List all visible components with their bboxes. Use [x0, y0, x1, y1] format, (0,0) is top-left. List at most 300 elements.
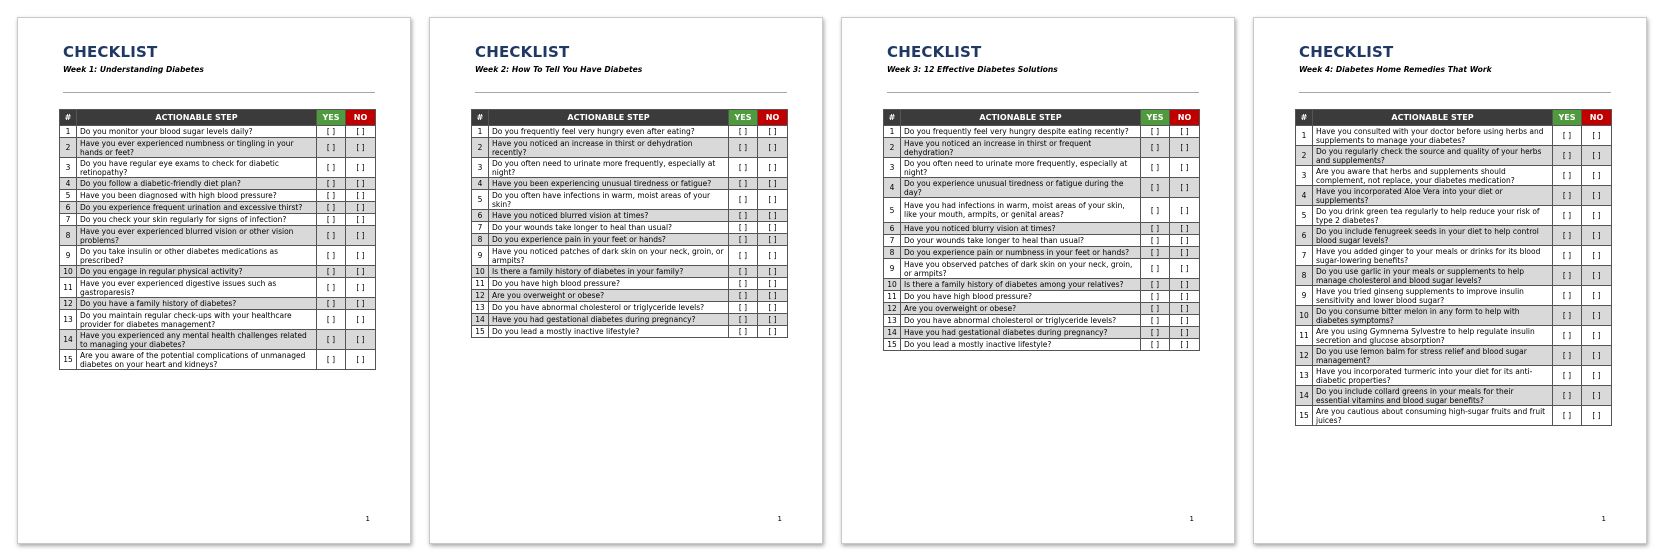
column-header-step: ACTIONABLE STEP [1313, 110, 1553, 126]
table-row [60, 246, 376, 266]
row-number: 15 [472, 326, 489, 338]
checklist-page-2 [429, 17, 823, 544]
row-question: Do you consume bitter melon in any form to help with diabetes symptoms? [1313, 306, 1553, 326]
yes-checkbox[interactable]: [ ] [317, 350, 346, 370]
no-checkbox[interactable]: [ ] [1582, 226, 1612, 246]
page-subtitle: Week 1: Understanding Diabetes [63, 65, 204, 74]
table-row [884, 223, 1200, 235]
table-row [60, 350, 376, 370]
row-question: Are you overweight or obese? [489, 290, 729, 302]
row-question: Are you aware of the potential complications of unmanaged diabetes on your heart and kidneys? [77, 350, 317, 370]
row-number: 9 [1296, 286, 1313, 306]
yes-checkbox[interactable]: [ ] [317, 266, 346, 278]
row-number: 11 [472, 278, 489, 290]
row-question: Do you include collard greens in your meals for their essential vitamins and blood sugar benefits? [1313, 386, 1553, 406]
page-title: CHECKLIST [887, 43, 982, 61]
no-checkbox[interactable]: [ ] [1170, 138, 1200, 158]
row-question: Do your wounds take longer to heal than usual? [901, 235, 1141, 247]
no-checkbox[interactable]: [ ] [1170, 223, 1200, 235]
checklist-page-1 [17, 17, 411, 544]
yes-checkbox[interactable]: [ ] [317, 278, 346, 298]
row-number: 9 [884, 259, 901, 279]
no-checkbox[interactable]: [ ] [1170, 247, 1200, 259]
checklist-table [59, 109, 376, 370]
table-row [60, 278, 376, 298]
yes-checkbox[interactable]: [ ] [1553, 366, 1582, 386]
yes-checkbox[interactable]: [ ] [1141, 138, 1170, 158]
row-number: 14 [884, 327, 901, 339]
no-checkbox[interactable]: [ ] [1582, 126, 1612, 146]
row-question: Do you take insulin or other diabetes medications as prescribed? [77, 246, 317, 266]
row-question: Do you follow a diabetic-friendly diet plan? [77, 178, 317, 190]
no-checkbox[interactable]: [ ] [1582, 346, 1612, 366]
no-checkbox[interactable]: [ ] [1170, 279, 1200, 291]
no-checkbox[interactable]: [ ] [1582, 166, 1612, 186]
row-question: Have you incorporated Aloe Vera into your diet or supplements? [1313, 186, 1553, 206]
yes-checkbox[interactable]: [ ] [317, 214, 346, 226]
row-number: 3 [472, 158, 489, 178]
row-number: 8 [60, 226, 77, 246]
row-question: Do you have regular eye exams to check for diabetic retinopathy? [77, 158, 317, 178]
row-question: Have you experienced any mental health challenges related to managing your diabetes? [77, 330, 317, 350]
table-row [60, 310, 376, 330]
row-question: Have you noticed blurry vision at times? [901, 223, 1141, 235]
row-question: Have you ever experienced blurred vision or other vision problems? [77, 226, 317, 246]
row-number: 14 [1296, 386, 1313, 406]
no-checkbox[interactable]: [ ] [346, 190, 376, 202]
yes-checkbox[interactable]: [ ] [317, 202, 346, 214]
yes-checkbox[interactable]: [ ] [729, 222, 758, 234]
row-question: Do you have abnormal cholesterol or triglyceride levels? [489, 302, 729, 314]
no-checkbox[interactable]: [ ] [1582, 206, 1612, 226]
yes-checkbox[interactable]: [ ] [1553, 186, 1582, 206]
row-question: Do you monitor your blood sugar levels daily? [77, 126, 317, 138]
row-question: Do you lead a mostly inactive lifestyle? [901, 339, 1141, 351]
no-checkbox[interactable]: [ ] [1582, 186, 1612, 206]
yes-checkbox[interactable]: [ ] [1141, 279, 1170, 291]
yes-checkbox[interactable]: [ ] [729, 314, 758, 326]
row-number: 2 [884, 138, 901, 158]
divider [475, 92, 787, 93]
table-row [884, 247, 1200, 259]
yes-checkbox[interactable]: [ ] [1553, 346, 1582, 366]
no-checkbox[interactable]: [ ] [346, 246, 376, 266]
table-header [884, 110, 1200, 126]
table-row [60, 138, 376, 158]
checklist-table [1295, 109, 1612, 426]
no-checkbox[interactable]: [ ] [758, 326, 788, 338]
row-question: Do you experience pain or numbness in your feet or hands? [901, 247, 1141, 259]
table-row [884, 198, 1200, 223]
row-question: Have you observed patches of dark skin on your neck, groin, or armpits? [901, 259, 1141, 279]
row-question: Are you aware that herbs and supplements should complement, not replace, your diabetes medication? [1313, 166, 1553, 186]
yes-checkbox[interactable]: [ ] [1141, 291, 1170, 303]
row-number: 9 [472, 246, 489, 266]
column-header-step: ACTIONABLE STEP [77, 110, 317, 126]
yes-checkbox[interactable]: [ ] [1553, 146, 1582, 166]
table-row [884, 315, 1200, 327]
yes-checkbox[interactable]: [ ] [1141, 178, 1170, 198]
no-checkbox[interactable]: [ ] [758, 290, 788, 302]
row-question: Do you include fenugreek seeds in your diet to help control blood sugar levels? [1313, 226, 1553, 246]
row-question: Do you often have infections in warm, moist areas of your skin? [489, 190, 729, 210]
yes-checkbox[interactable]: [ ] [317, 330, 346, 350]
yes-checkbox[interactable]: [ ] [729, 178, 758, 190]
yes-checkbox[interactable]: [ ] [1553, 286, 1582, 306]
column-header-step: ACTIONABLE STEP [489, 110, 729, 126]
column-header-no: NO [758, 110, 788, 126]
yes-checkbox[interactable]: [ ] [1553, 326, 1582, 346]
yes-checkbox[interactable]: [ ] [1141, 327, 1170, 339]
row-question: Have you had gestational diabetes during pregnancy? [489, 314, 729, 326]
table-row [60, 266, 376, 278]
no-checkbox[interactable]: [ ] [1582, 406, 1612, 426]
yes-checkbox[interactable]: [ ] [729, 234, 758, 246]
divider [63, 92, 375, 93]
row-number: 13 [60, 310, 77, 330]
row-number: 2 [1296, 146, 1313, 166]
divider [1299, 92, 1611, 93]
table-row [60, 190, 376, 202]
no-checkbox[interactable]: [ ] [758, 222, 788, 234]
yes-checkbox[interactable]: [ ] [317, 178, 346, 190]
row-question: Is there a family history of diabetes in your family? [489, 266, 729, 278]
table-row [472, 234, 788, 246]
column-header-number: # [884, 110, 901, 126]
table-row [472, 210, 788, 222]
no-checkbox[interactable]: [ ] [1170, 339, 1200, 351]
table-row [884, 259, 1200, 279]
divider [887, 92, 1199, 93]
yes-checkbox[interactable]: [ ] [729, 246, 758, 266]
yes-checkbox[interactable]: [ ] [729, 158, 758, 178]
no-checkbox[interactable]: [ ] [758, 158, 788, 178]
no-checkbox[interactable]: [ ] [1582, 326, 1612, 346]
no-checkbox[interactable]: [ ] [346, 226, 376, 246]
table-row [1296, 126, 1612, 146]
no-checkbox[interactable]: [ ] [758, 126, 788, 138]
row-number: 1 [1296, 126, 1313, 146]
row-number: 5 [1296, 206, 1313, 226]
row-number: 12 [472, 290, 489, 302]
no-checkbox[interactable]: [ ] [346, 278, 376, 298]
yes-checkbox[interactable]: [ ] [1553, 206, 1582, 226]
table-row [472, 138, 788, 158]
no-checkbox[interactable]: [ ] [758, 246, 788, 266]
yes-checkbox[interactable]: [ ] [1141, 158, 1170, 178]
row-number: 4 [472, 178, 489, 190]
no-checkbox[interactable]: [ ] [346, 138, 376, 158]
no-checkbox[interactable]: [ ] [1170, 315, 1200, 327]
row-number: 8 [884, 247, 901, 259]
table-row [1296, 386, 1612, 406]
yes-checkbox[interactable]: [ ] [1141, 259, 1170, 279]
row-number: 7 [60, 214, 77, 226]
no-checkbox[interactable]: [ ] [758, 234, 788, 246]
yes-checkbox[interactable]: [ ] [729, 302, 758, 314]
row-question: Have you added ginger to your meals or drinks for its blood sugar-lowering benefits? [1313, 246, 1553, 266]
row-question: Have you ever experienced numbness or tingling in your hands or feet? [77, 138, 317, 158]
no-checkbox[interactable]: [ ] [1170, 158, 1200, 178]
table-row [60, 126, 376, 138]
row-question: Do you drink green tea regularly to help reduce your risk of type 2 diabetes? [1313, 206, 1553, 226]
row-number: 11 [1296, 326, 1313, 346]
table-row [1296, 246, 1612, 266]
row-number: 11 [884, 291, 901, 303]
yes-checkbox[interactable]: [ ] [1141, 235, 1170, 247]
row-number: 2 [472, 138, 489, 158]
row-number: 5 [884, 198, 901, 223]
no-checkbox[interactable]: [ ] [1170, 178, 1200, 198]
row-question: Are you cautious about consuming high-sugar fruits and fruit juices? [1313, 406, 1553, 426]
row-number: 15 [1296, 406, 1313, 426]
table-row [884, 327, 1200, 339]
column-header-step: ACTIONABLE STEP [901, 110, 1141, 126]
yes-checkbox[interactable]: [ ] [1553, 226, 1582, 246]
no-checkbox[interactable]: [ ] [1582, 146, 1612, 166]
row-number: 10 [60, 266, 77, 278]
table-row [884, 303, 1200, 315]
yes-checkbox[interactable]: [ ] [1141, 198, 1170, 223]
yes-checkbox[interactable]: [ ] [1553, 166, 1582, 186]
column-header-no: NO [346, 110, 376, 126]
table-row [884, 126, 1200, 138]
row-question: Have you noticed patches of dark skin on your neck, groin, or armpits? [489, 246, 729, 266]
row-number: 1 [884, 126, 901, 138]
no-checkbox[interactable]: [ ] [1170, 303, 1200, 315]
table-row [1296, 346, 1612, 366]
row-number: 1 [60, 126, 77, 138]
no-checkbox[interactable]: [ ] [1582, 286, 1612, 306]
yes-checkbox[interactable]: [ ] [317, 226, 346, 246]
no-checkbox[interactable]: [ ] [1582, 366, 1612, 386]
table-row [884, 178, 1200, 198]
table-row [472, 158, 788, 178]
yes-checkbox[interactable]: [ ] [1553, 306, 1582, 326]
row-question: Have you noticed blurred vision at times? [489, 210, 729, 222]
page-title: CHECKLIST [1299, 43, 1394, 61]
no-checkbox[interactable]: [ ] [1170, 259, 1200, 279]
table-row [1296, 206, 1612, 226]
table-row [60, 214, 376, 226]
table-row [1296, 366, 1612, 386]
table-row [884, 158, 1200, 178]
yes-checkbox[interactable]: [ ] [1553, 266, 1582, 286]
no-checkbox[interactable]: [ ] [1170, 126, 1200, 138]
row-question: Do you have abnormal cholesterol or triglyceride levels? [901, 315, 1141, 327]
row-question: Are you using Gymnema Sylvestre to help regulate insulin secretion and glucose absorption? [1313, 326, 1553, 346]
row-question: Do you engage in regular physical activity? [77, 266, 317, 278]
checklist-table [471, 109, 788, 338]
yes-checkbox[interactable]: [ ] [317, 138, 346, 158]
table-row [60, 330, 376, 350]
no-checkbox[interactable]: [ ] [758, 302, 788, 314]
table-row [1296, 406, 1612, 426]
row-number: 3 [884, 158, 901, 178]
page-number: 1 [1601, 515, 1606, 523]
no-checkbox[interactable]: [ ] [758, 138, 788, 158]
row-question: Have you incorporated turmeric into your diet for its anti-diabetic properties? [1313, 366, 1553, 386]
row-number: 6 [60, 202, 77, 214]
row-question: Do you experience pain in your feet or hands? [489, 234, 729, 246]
row-number: 4 [60, 178, 77, 190]
table-row [60, 202, 376, 214]
table-header [472, 110, 788, 126]
yes-checkbox[interactable]: [ ] [317, 246, 346, 266]
column-header-yes: YES [1141, 110, 1170, 126]
row-number: 3 [60, 158, 77, 178]
row-question: Do you have a family history of diabetes? [77, 298, 317, 310]
page-subtitle: Week 4: Diabetes Home Remedies That Work [1299, 65, 1492, 74]
no-checkbox[interactable]: [ ] [1582, 386, 1612, 406]
row-number: 12 [60, 298, 77, 310]
page-number: 1 [365, 515, 370, 523]
table-row [884, 235, 1200, 247]
column-header-number: # [1296, 110, 1313, 126]
yes-checkbox[interactable]: [ ] [317, 158, 346, 178]
row-number: 11 [60, 278, 77, 298]
yes-checkbox[interactable]: [ ] [317, 190, 346, 202]
yes-checkbox[interactable]: [ ] [1141, 223, 1170, 235]
no-checkbox[interactable]: [ ] [346, 126, 376, 138]
row-question: Have you been diagnosed with high blood pressure? [77, 190, 317, 202]
yes-checkbox[interactable]: [ ] [1553, 406, 1582, 426]
row-number: 12 [1296, 346, 1313, 366]
column-header-yes: YES [729, 110, 758, 126]
row-number: 7 [884, 235, 901, 247]
row-number: 3 [1296, 166, 1313, 186]
row-number: 13 [884, 315, 901, 327]
yes-checkbox[interactable]: [ ] [1141, 247, 1170, 259]
no-checkbox[interactable]: [ ] [758, 278, 788, 290]
no-checkbox[interactable]: [ ] [758, 210, 788, 222]
yes-checkbox[interactable]: [ ] [729, 326, 758, 338]
yes-checkbox[interactable]: [ ] [729, 266, 758, 278]
row-question: Do you use lemon balm for stress relief and blood sugar management? [1313, 346, 1553, 366]
no-checkbox[interactable]: [ ] [346, 330, 376, 350]
row-number: 6 [884, 223, 901, 235]
no-checkbox[interactable]: [ ] [346, 158, 376, 178]
table-row [1296, 306, 1612, 326]
row-question: Do you regularly check the source and quality of your herbs and supplements? [1313, 146, 1553, 166]
yes-checkbox[interactable]: [ ] [1141, 303, 1170, 315]
page-title: CHECKLIST [63, 43, 158, 61]
table-row [472, 314, 788, 326]
page-title: CHECKLIST [475, 43, 570, 61]
table-row [1296, 146, 1612, 166]
row-question: Do you maintain regular check-ups with your healthcare provider for diabetes management? [77, 310, 317, 330]
yes-checkbox[interactable]: [ ] [1553, 386, 1582, 406]
no-checkbox[interactable]: [ ] [758, 266, 788, 278]
row-number: 6 [1296, 226, 1313, 246]
yes-checkbox[interactable]: [ ] [729, 290, 758, 302]
yes-checkbox[interactable]: [ ] [1141, 339, 1170, 351]
yes-checkbox[interactable]: [ ] [729, 210, 758, 222]
yes-checkbox[interactable]: [ ] [729, 126, 758, 138]
row-question: Are you overweight or obese? [901, 303, 1141, 315]
no-checkbox[interactable]: [ ] [1582, 306, 1612, 326]
row-question: Have you noticed an increase in thirst or frequent dehydration? [901, 138, 1141, 158]
yes-checkbox[interactable]: [ ] [729, 190, 758, 210]
table-row [472, 278, 788, 290]
yes-checkbox[interactable]: [ ] [1553, 246, 1582, 266]
row-question: Do you often need to urinate more frequently, especially at night? [901, 158, 1141, 178]
page-number: 1 [777, 515, 782, 523]
no-checkbox[interactable]: [ ] [346, 298, 376, 310]
page-subtitle: Week 2: How To Tell You Have Diabetes [475, 65, 643, 74]
table-row [1296, 166, 1612, 186]
row-question: Do you use garlic in your meals or supplements to help manage cholesterol and blood sugar levels? [1313, 266, 1553, 286]
table-row [60, 298, 376, 310]
no-checkbox[interactable]: [ ] [1170, 198, 1200, 223]
row-question: Do your wounds take longer to heal than usual? [489, 222, 729, 234]
no-checkbox[interactable]: [ ] [758, 314, 788, 326]
no-checkbox[interactable]: [ ] [1170, 291, 1200, 303]
yes-checkbox[interactable]: [ ] [317, 310, 346, 330]
row-question: Is there a family history of diabetes among your relatives? [901, 279, 1141, 291]
row-question: Have you been experiencing unusual tiredness or fatigue? [489, 178, 729, 190]
row-question: Do you frequently feel very hungry despite eating recently? [901, 126, 1141, 138]
table-row [1296, 326, 1612, 346]
row-number: 14 [472, 314, 489, 326]
table-row [1296, 186, 1612, 206]
yes-checkbox[interactable]: [ ] [729, 138, 758, 158]
row-question: Do you have high blood pressure? [901, 291, 1141, 303]
yes-checkbox[interactable]: [ ] [317, 126, 346, 138]
yes-checkbox[interactable]: [ ] [317, 298, 346, 310]
no-checkbox[interactable]: [ ] [346, 214, 376, 226]
no-checkbox[interactable]: [ ] [346, 350, 376, 370]
table-row [60, 158, 376, 178]
yes-checkbox[interactable]: [ ] [1141, 315, 1170, 327]
row-question: Have you consulted with your doctor before using herbs and supplements to manage your diabetes? [1313, 126, 1553, 146]
no-checkbox[interactable]: [ ] [1582, 246, 1612, 266]
no-checkbox[interactable]: [ ] [758, 190, 788, 210]
no-checkbox[interactable]: [ ] [1582, 266, 1612, 286]
row-question: Have you ever experienced digestive issues such as gastroparesis? [77, 278, 317, 298]
no-checkbox[interactable]: [ ] [346, 202, 376, 214]
row-number: 5 [60, 190, 77, 202]
column-header-number: # [472, 110, 489, 126]
no-checkbox[interactable]: [ ] [1170, 235, 1200, 247]
table-row [472, 302, 788, 314]
row-question: Do you experience unusual tiredness or fatigue during the day? [901, 178, 1141, 198]
row-number: 13 [472, 302, 489, 314]
checklist-page-4 [1253, 17, 1647, 544]
yes-checkbox[interactable]: [ ] [729, 278, 758, 290]
no-checkbox[interactable]: [ ] [346, 310, 376, 330]
no-checkbox[interactable]: [ ] [758, 178, 788, 190]
table-row [884, 291, 1200, 303]
table-row [884, 138, 1200, 158]
no-checkbox[interactable]: [ ] [1170, 327, 1200, 339]
checklist-table [883, 109, 1200, 351]
table-row [472, 326, 788, 338]
page-number: 1 [1189, 515, 1194, 523]
yes-checkbox[interactable]: [ ] [1141, 126, 1170, 138]
table-row [884, 279, 1200, 291]
column-header-no: NO [1582, 110, 1612, 126]
page-subtitle: Week 3: 12 Effective Diabetes Solutions [887, 65, 1058, 74]
table-header [60, 110, 376, 126]
table-row [472, 178, 788, 190]
row-number: 7 [1296, 246, 1313, 266]
no-checkbox[interactable]: [ ] [346, 178, 376, 190]
table-row [60, 178, 376, 190]
table-row [472, 266, 788, 278]
no-checkbox[interactable]: [ ] [346, 266, 376, 278]
yes-checkbox[interactable]: [ ] [1553, 126, 1582, 146]
